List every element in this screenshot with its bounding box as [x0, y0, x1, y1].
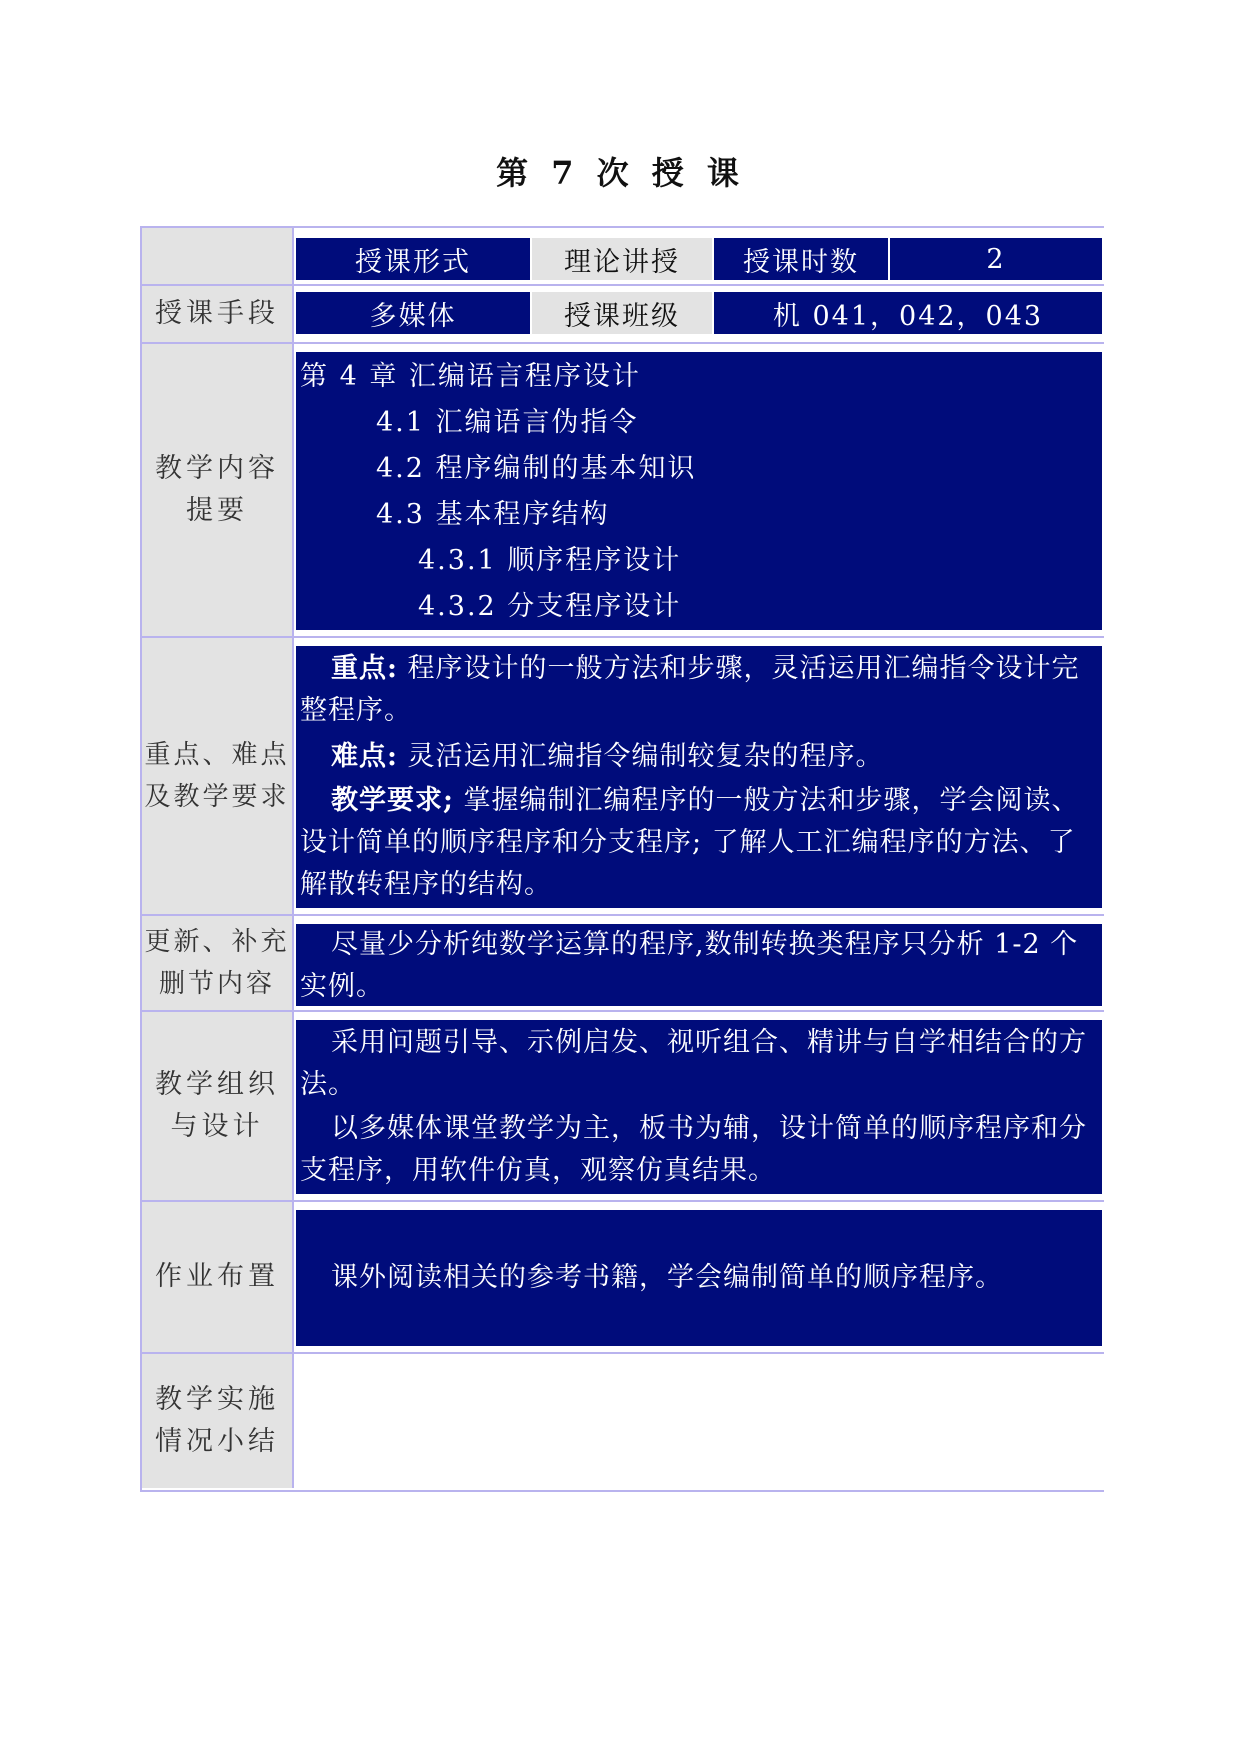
- requirement-text: 掌握编制汇编程序的一般方法和步骤，学会阅读、设计简单的顺序程序和分支程序; 了解人工汇编程序的方法、了解散转程序的结构。: [300, 785, 1080, 900]
- lesson-plan-table: [140, 226, 1104, 1492]
- focus-label: 重点:: [331, 653, 398, 684]
- focus-text: 程序设计的一般方法和步骤，灵活运用汇编指令设计完整程序。: [300, 653, 1080, 726]
- updates-label: [142, 916, 294, 1010]
- difficulty-text: 灵活运用汇编指令编制较复杂的程序。: [397, 741, 884, 772]
- summary-label: [142, 1354, 294, 1488]
- updates-row: [142, 916, 1104, 1012]
- outline-line-chapter: 第 4 章 汇编语言程序设计: [300, 361, 641, 392]
- organization-row: [142, 1012, 1104, 1202]
- form-label-cell: 授课形式: [296, 238, 530, 280]
- homework-row: [142, 1202, 1104, 1354]
- class-label-cell: 授课班级: [532, 292, 712, 334]
- organization-label: [142, 1012, 294, 1200]
- summary-row: [142, 1354, 1104, 1488]
- outline-line-4-3: 4.3 基本程序结构: [376, 499, 610, 530]
- header-row: [142, 228, 1104, 286]
- homework-text: 课外阅读相关的参考书籍，学会编制简单的顺序程序。: [331, 1262, 1003, 1293]
- organization-label-line2: 与设计: [170, 1111, 264, 1142]
- organization-label-line1: 教学组织: [155, 1069, 279, 1100]
- key-points-label: [142, 638, 294, 914]
- homework-content: [296, 1210, 1102, 1346]
- outline-line-4-3-1: 4.3.1 顺序程序设计: [418, 545, 682, 576]
- homework-label: 作业布置: [142, 1202, 294, 1352]
- summary-content: [296, 1354, 1102, 1488]
- organization-para1: 采用问题引导、示例启发、视听组合、精讲与自学相结合的方法。: [300, 1027, 1087, 1100]
- outline-line-4-3-2: 4.3.2 分支程序设计: [418, 591, 682, 622]
- outline-label: [142, 344, 294, 636]
- key-points-label-line1: 重点、难点: [144, 740, 290, 770]
- difficulty-label: 难点:: [331, 741, 398, 772]
- form-value-cell: 理论讲授: [532, 238, 712, 280]
- updates-content: [296, 924, 1102, 1006]
- means-value-cell: 多媒体: [296, 292, 530, 334]
- hours-label-cell: 授课时数: [714, 238, 888, 280]
- outline-content: [296, 352, 1102, 630]
- requirement-paragraph: [296, 780, 1102, 906]
- class-value-cell: 机 041，042，043: [714, 292, 1102, 334]
- focus-paragraph: [296, 648, 1102, 732]
- key-points-content: [296, 646, 1102, 908]
- key-points-row: [142, 638, 1104, 916]
- requirement-label: 教学要求;: [331, 785, 454, 816]
- outline-label-line2: 提要: [186, 495, 248, 526]
- organization-content: [296, 1020, 1102, 1194]
- difficulty-paragraph: [296, 736, 1102, 778]
- means-label: 授课手段: [142, 286, 294, 342]
- header-label-empty: [142, 228, 294, 284]
- updates-text: 尽量少分析纯数学运算的程序,数制转换类程序只分析 1-2 个实例。: [300, 929, 1079, 1002]
- outline-line-4-1: 4.1 汇编语言伪指令: [376, 407, 639, 438]
- key-points-label-line2: 及教学要求: [144, 782, 290, 812]
- updates-label-line1: 更新、补充: [144, 927, 290, 957]
- outline-label-line1: 教学内容: [155, 453, 279, 484]
- page-title: 第 7 次 授 课: [496, 154, 745, 192]
- organization-para2: 以多媒体课堂教学为主，板书为辅，设计简单的顺序程序和分支程序，用软件仿真，观察仿真结果。: [300, 1113, 1087, 1186]
- summary-label-line2: 情况小结: [155, 1426, 279, 1457]
- updates-label-line2: 删节内容: [158, 969, 275, 999]
- hours-value-cell: 2: [890, 238, 1102, 280]
- outline-row: [142, 344, 1104, 638]
- outline-line-4-2: 4.2 程序编制的基本知识: [376, 453, 697, 484]
- summary-label-line1: 教学实施: [155, 1384, 279, 1415]
- means-row: [142, 286, 1104, 344]
